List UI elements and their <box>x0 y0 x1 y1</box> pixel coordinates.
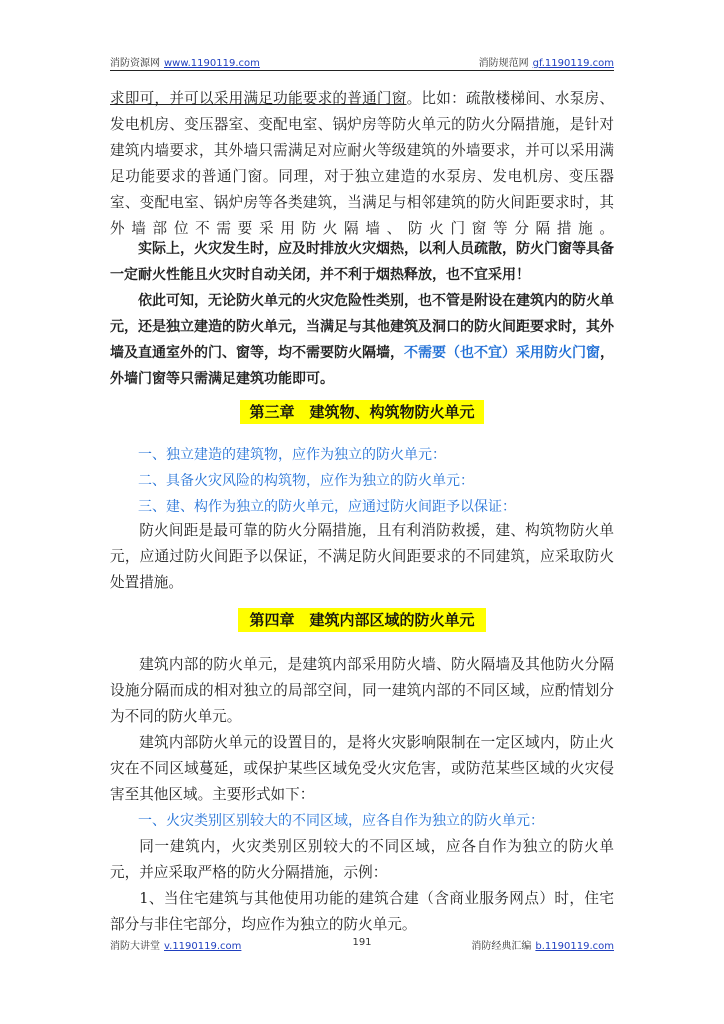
footer-right <box>471 937 614 952</box>
chapter-3-list <box>110 442 614 520</box>
chapter-3-item-3: 三、建、构作为独立的防火单元，应通过防火间距予以保证： <box>138 499 516 515</box>
chapter-4-paragraph-1 <box>110 652 614 730</box>
page-header <box>110 54 614 70</box>
chapter-4-paragraph-2-text: 建筑内部防火单元的设置目的，是将火灾影响限制在一定区域内，防止火灾在不同区域蔓延，或保护某些区域免受火灾危害，或防范某些区域的火灾侵害至其他区域。主要形式如下： <box>110 734 614 803</box>
footer-left-label: 消防大讲堂 <box>110 941 160 952</box>
paragraph-2 <box>110 236 614 288</box>
paragraph-2-text: 实际上，火灾发生时，应及时排放火灾烟热，以利人员疏散，防火门窗等具备一定耐火性能且火灾时自动关闭，并不利于烟热释放，也不宜采用！ <box>110 241 614 283</box>
header-right <box>479 54 614 69</box>
header-divider <box>110 70 614 71</box>
page-footer <box>110 937 614 953</box>
underlined-phrase: 求即可，并可以采用满足功能要求的普通门窗 <box>110 90 407 107</box>
paragraph-1-text <box>110 86 614 242</box>
header-left <box>110 54 260 69</box>
chapter-4-paragraph-4-text: 1、当住宅建筑与其他使用功能的建筑合建（含商业服务网点）时，住宅部分与非住宅部分，均应作为独立的防火单元。 <box>110 890 614 933</box>
chapter-4-paragraph-3-text: 同一建筑内，火灾类别区别较大的不同区域，应各自作为独立的防火单元，并应采取严格的防火分隔措施，示例： <box>110 838 614 881</box>
chapter-3-item-2: 二、具备火灾风险的构筑物，应作为独立的防火单元： <box>138 473 474 489</box>
chapter-3-title: 第三章 建筑物、构筑物防火单元 <box>240 400 484 424</box>
chapter-3-paragraph <box>110 518 614 596</box>
paragraph-1-rest: 房、发电机房、变压器室、变配电室、锅炉房等防火单元的防火分隔措施，是针对建筑内墙要求，其外墙只需满足对应耐火等级建筑的外墙要求，并可以采用满足功能要求的普通门窗。同理，对于独立建造的水泵房、发电机房、变压器室、变配电室、锅炉房等各类建筑，当满足与相邻建筑的防火间距要求时，其外墙部位不需要采用防火隔墙、防火门窗等分隔措施。 <box>110 90 614 237</box>
chapter-4-paragraph-2 <box>110 730 614 808</box>
chapter-4-title: 第四章 建筑内部区域的防火单元 <box>238 608 486 632</box>
header-right-label: 消防规范网 <box>478 58 529 69</box>
chapter-4-item-1 <box>110 808 614 834</box>
chapter-4-paragraph-1-text: 建筑内部的防火单元，是建筑内部采用防火墙、防火隔墙及其他防火分隔设施分隔而成的相对独立的局部空间，同一建筑内部的不同区域，应酌情划分为不同的防火单元。 <box>110 656 614 725</box>
header-left-link[interactable]: www.1190119.com <box>164 58 260 69</box>
paragraph-3-main: 依此可知，无论防火单元的火灾危险性类别，也不管是附设在建筑内的防火单元，还是独立建造的防火单元，当满足与其他建筑及洞口的防火间距要求时，其外墙及直通室外的门、窗等，均不需要防火隔墙， <box>110 293 614 361</box>
chapter-3-paragraph-text: 防火间距是最可靠的防火分隔措施，且有利消防救援，建、构筑物防火单元，应通过防火间距予以保证，不满足防火间距要求的不同建筑，应采取防火处置措施。 <box>110 522 614 591</box>
page-number: 191 <box>352 937 372 948</box>
footer-left-link[interactable]: v.1190119.com <box>164 941 242 952</box>
footer-right-label: 消防经典汇编 <box>471 941 532 952</box>
chapter-4-paragraph-4 <box>110 886 614 938</box>
paragraph-3-highlight: 不需要（也不宜）采用防火门窗 <box>404 345 600 361</box>
chapter-3-item-1: 一、独立建造的建筑物，应作为独立的防火单元： <box>138 447 446 463</box>
chapter-4-paragraph-3 <box>110 834 614 886</box>
footer-right-link[interactable]: b.1190119.com <box>535 941 614 952</box>
paragraph-3 <box>110 288 614 392</box>
paragraph-1 <box>110 86 614 242</box>
header-right-link[interactable]: gf.1190119.com <box>532 58 614 69</box>
chapter-4-item-1-text: 一、火灾类别区别较大的不同区域，应各自作为独立的防火单元： <box>138 813 544 829</box>
header-left-label: 消防资源网 <box>110 58 160 69</box>
paragraph-3-end: ，外墙门窗等只需满足建筑功能即可。 <box>110 345 614 387</box>
paragraph-1-line1-rest: 。比如：疏散楼梯间、水泵 <box>406 90 585 107</box>
paragraph-3-text <box>110 288 614 392</box>
